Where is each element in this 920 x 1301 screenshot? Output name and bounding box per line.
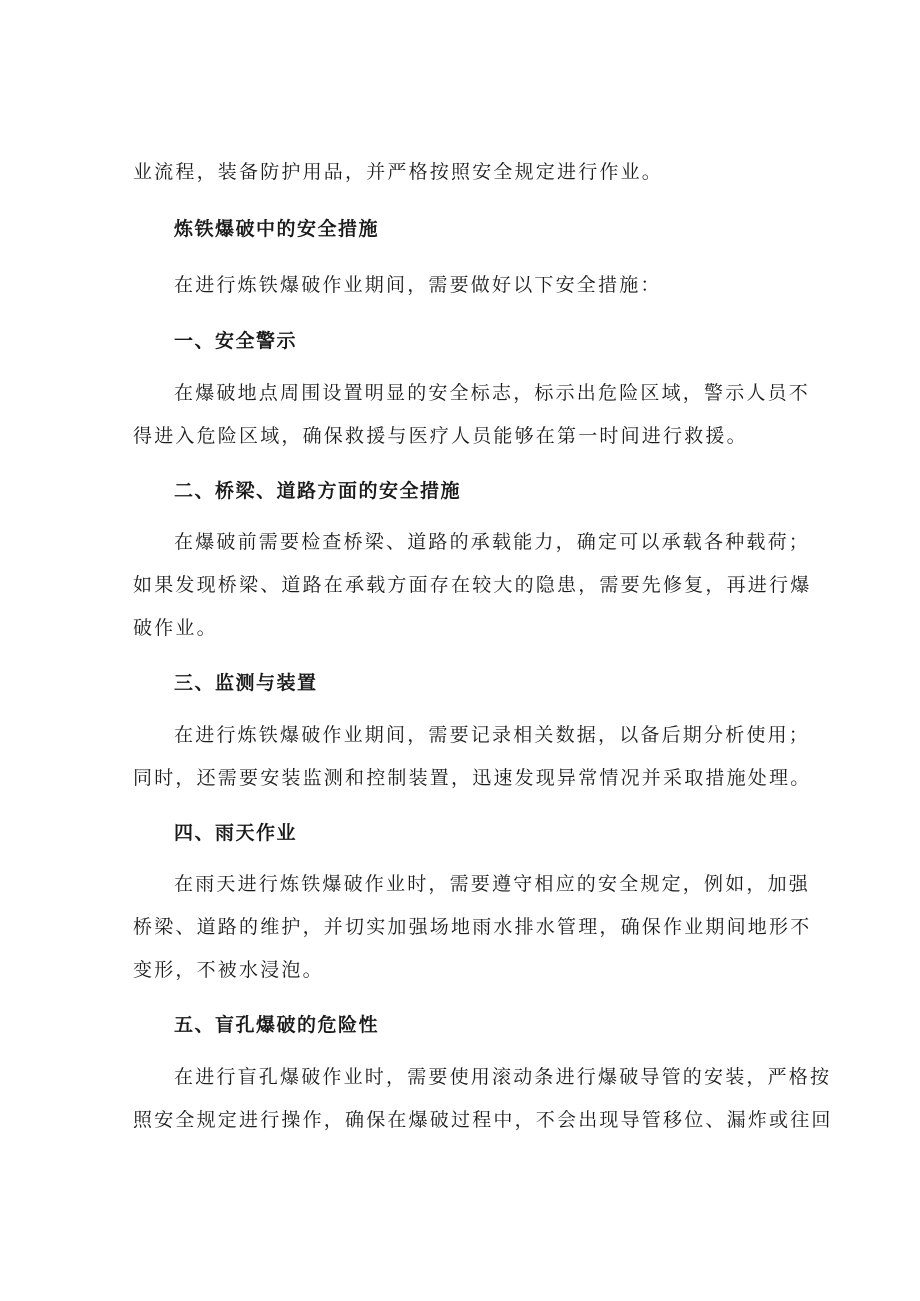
paragraph-2	[133, 521, 812, 650]
intro-paragraph	[133, 264, 797, 307]
paragraph-5	[133, 1056, 833, 1142]
text-line: 桥梁、道路的维护，并切实加强场地雨水排水管理，确保作业期间地形不	[133, 916, 812, 938]
text-line: 变形，不被水浸泡。	[133, 959, 324, 981]
text-line: 在爆破前需要检查桥梁、道路的承载能力，确定可以承载各种载荷；	[174, 531, 811, 553]
paragraph-3	[133, 714, 812, 800]
paragraph-continuation	[133, 151, 797, 194]
text-line: 如果发现桥梁、道路在承载方面存在较大的隐患，需要先修复，再进行爆	[133, 574, 812, 596]
text-line: 在进行盲孔爆破作业时，需要使用滚动条进行爆破导管的安装，严格按	[174, 1066, 832, 1088]
subsection-heading-4: 四、雨天作业	[174, 822, 298, 844]
subsection-heading-2: 二、桥梁、道路方面的安全措施	[174, 480, 462, 502]
text-line: 照安全规定进行操作，确保在爆破过程中，不会出现导管移位、漏炸或往回	[133, 1109, 833, 1131]
section-title: 炼铁爆破中的安全措施	[174, 218, 380, 240]
text-line: 得进入危险区域，确保救援与医疗人员能够在第一时间进行救援。	[133, 425, 748, 447]
text-line: 同时，还需要安装监测和控制装置，迅速发现异常情况并采取措施处理。	[133, 767, 812, 789]
paragraph-4	[133, 863, 812, 992]
subsection-heading-5: 五、盲孔爆破的危险性	[174, 1014, 380, 1036]
paragraph-1	[133, 372, 811, 458]
text-line: 业流程，装备防护用品，并严格按照安全规定进行作业。	[133, 161, 664, 183]
subsection-heading-1: 一、安全警示	[174, 330, 298, 352]
subsection-heading-3: 三、监测与装置	[174, 672, 318, 694]
text-line: 破作业。	[133, 617, 218, 639]
text-line: 在进行炼铁爆破作业期间，需要做好以下安全措施：	[174, 274, 662, 296]
text-line: 在雨天进行炼铁爆破作业时，需要遵守相应的安全规定，例如，加强	[174, 873, 811, 895]
text-line: 在进行炼铁爆破作业期间，需要记录相关数据，以备后期分析使用；	[174, 724, 811, 746]
text-line: 在爆破地点周围设置明显的安全标志，标示出危险区域，警示人员不	[174, 382, 811, 404]
